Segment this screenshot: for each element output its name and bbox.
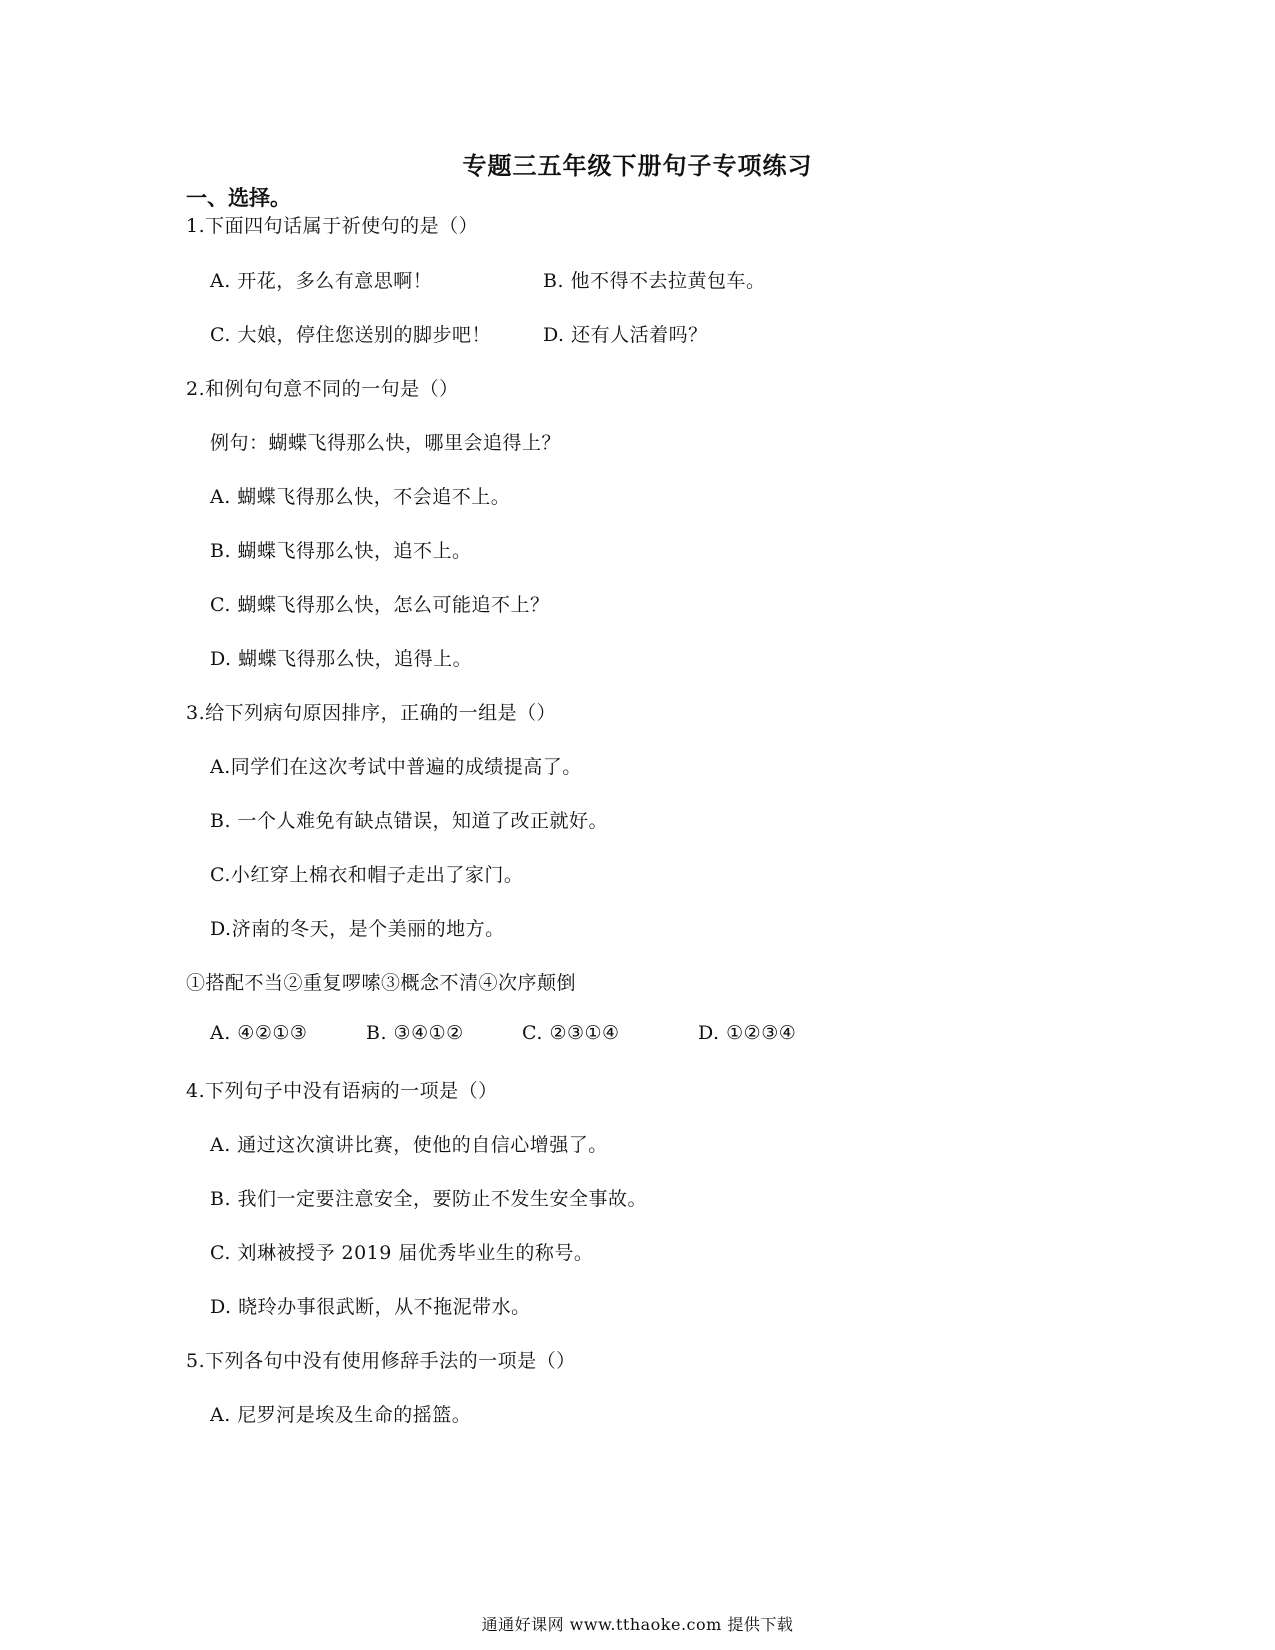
question-4-stem: 4.下列句子中没有语病的一项是（） <box>186 1080 498 1102</box>
q1-option-a: A. 开花，多么有意思啊！ <box>210 270 433 292</box>
q3-sentence-b: B. 一个人难免有缺点错误，知道了改正就好。 <box>210 810 609 832</box>
section-heading: 一、选择。 <box>186 186 291 210</box>
q2-option-a: A. 蝴蝶飞得那么快，不会追不上。 <box>210 486 511 508</box>
q4-option-c: C. 刘琳被授予 2019 届优秀毕业生的称号。 <box>210 1242 594 1264</box>
q1-option-d: D. 还有人活着吗？ <box>543 324 708 346</box>
q3-sentence-d: D.济南的冬天，是个美丽的地方。 <box>210 918 505 940</box>
q5-option-a: A. 尼罗河是埃及生命的摇篮。 <box>210 1404 472 1426</box>
q2-option-c: C. 蝴蝶飞得那么快，怎么可能追不上？ <box>210 594 550 616</box>
q4-option-d: D. 晓玲办事很武断，从不拖泥带水。 <box>210 1296 531 1318</box>
q2-example: 例句：蝴蝶飞得那么快，哪里会追得上？ <box>210 432 562 454</box>
q3-sentence-a: A.同学们在这次考试中普遍的成绩提高了。 <box>210 756 582 778</box>
question-1-stem: 1.下面四句话属于祈使句的是（） <box>186 215 479 237</box>
q3-option-d: D. ①②③④ <box>698 1022 797 1044</box>
q2-option-d: D. 蝴蝶飞得那么快，追得上。 <box>210 648 473 670</box>
page-footer: 通通好课网 www.tthaoke.com 提供下载 <box>481 1615 794 1634</box>
q3-option-b: B. ③④①② <box>366 1022 464 1044</box>
q4-option-a: A. 通过这次演讲比赛，使他的自信心增强了。 <box>210 1134 608 1156</box>
q1-option-b: B. 他不得不去拉黄包车。 <box>543 270 766 292</box>
question-2-stem: 2.和例句句意不同的一句是（） <box>186 378 459 400</box>
question-5-stem: 5.下列各句中没有使用修辞手法的一项是（） <box>186 1350 576 1372</box>
q3-sentence-c: C.小红穿上棉衣和帽子走出了家门。 <box>210 864 524 886</box>
q1-option-c: C. 大娘，停住您送别的脚步吧！ <box>210 324 491 346</box>
q3-option-c: C. ②③①④ <box>522 1022 620 1044</box>
q3-option-a: A. ④②①③ <box>210 1022 308 1044</box>
q3-reasons: ①搭配不当②重复啰嗦③概念不清④次序颠倒 <box>186 972 577 994</box>
question-3-stem: 3.给下列病句原因排序，正确的一组是（） <box>186 702 557 724</box>
q4-option-b: B. 我们一定要注意安全，要防止不发生安全事故。 <box>210 1188 648 1210</box>
q2-option-b: B. 蝴蝶飞得那么快，追不上。 <box>210 540 472 562</box>
worksheet-title: 专题三五年级下册句子专项练习 <box>462 152 813 180</box>
